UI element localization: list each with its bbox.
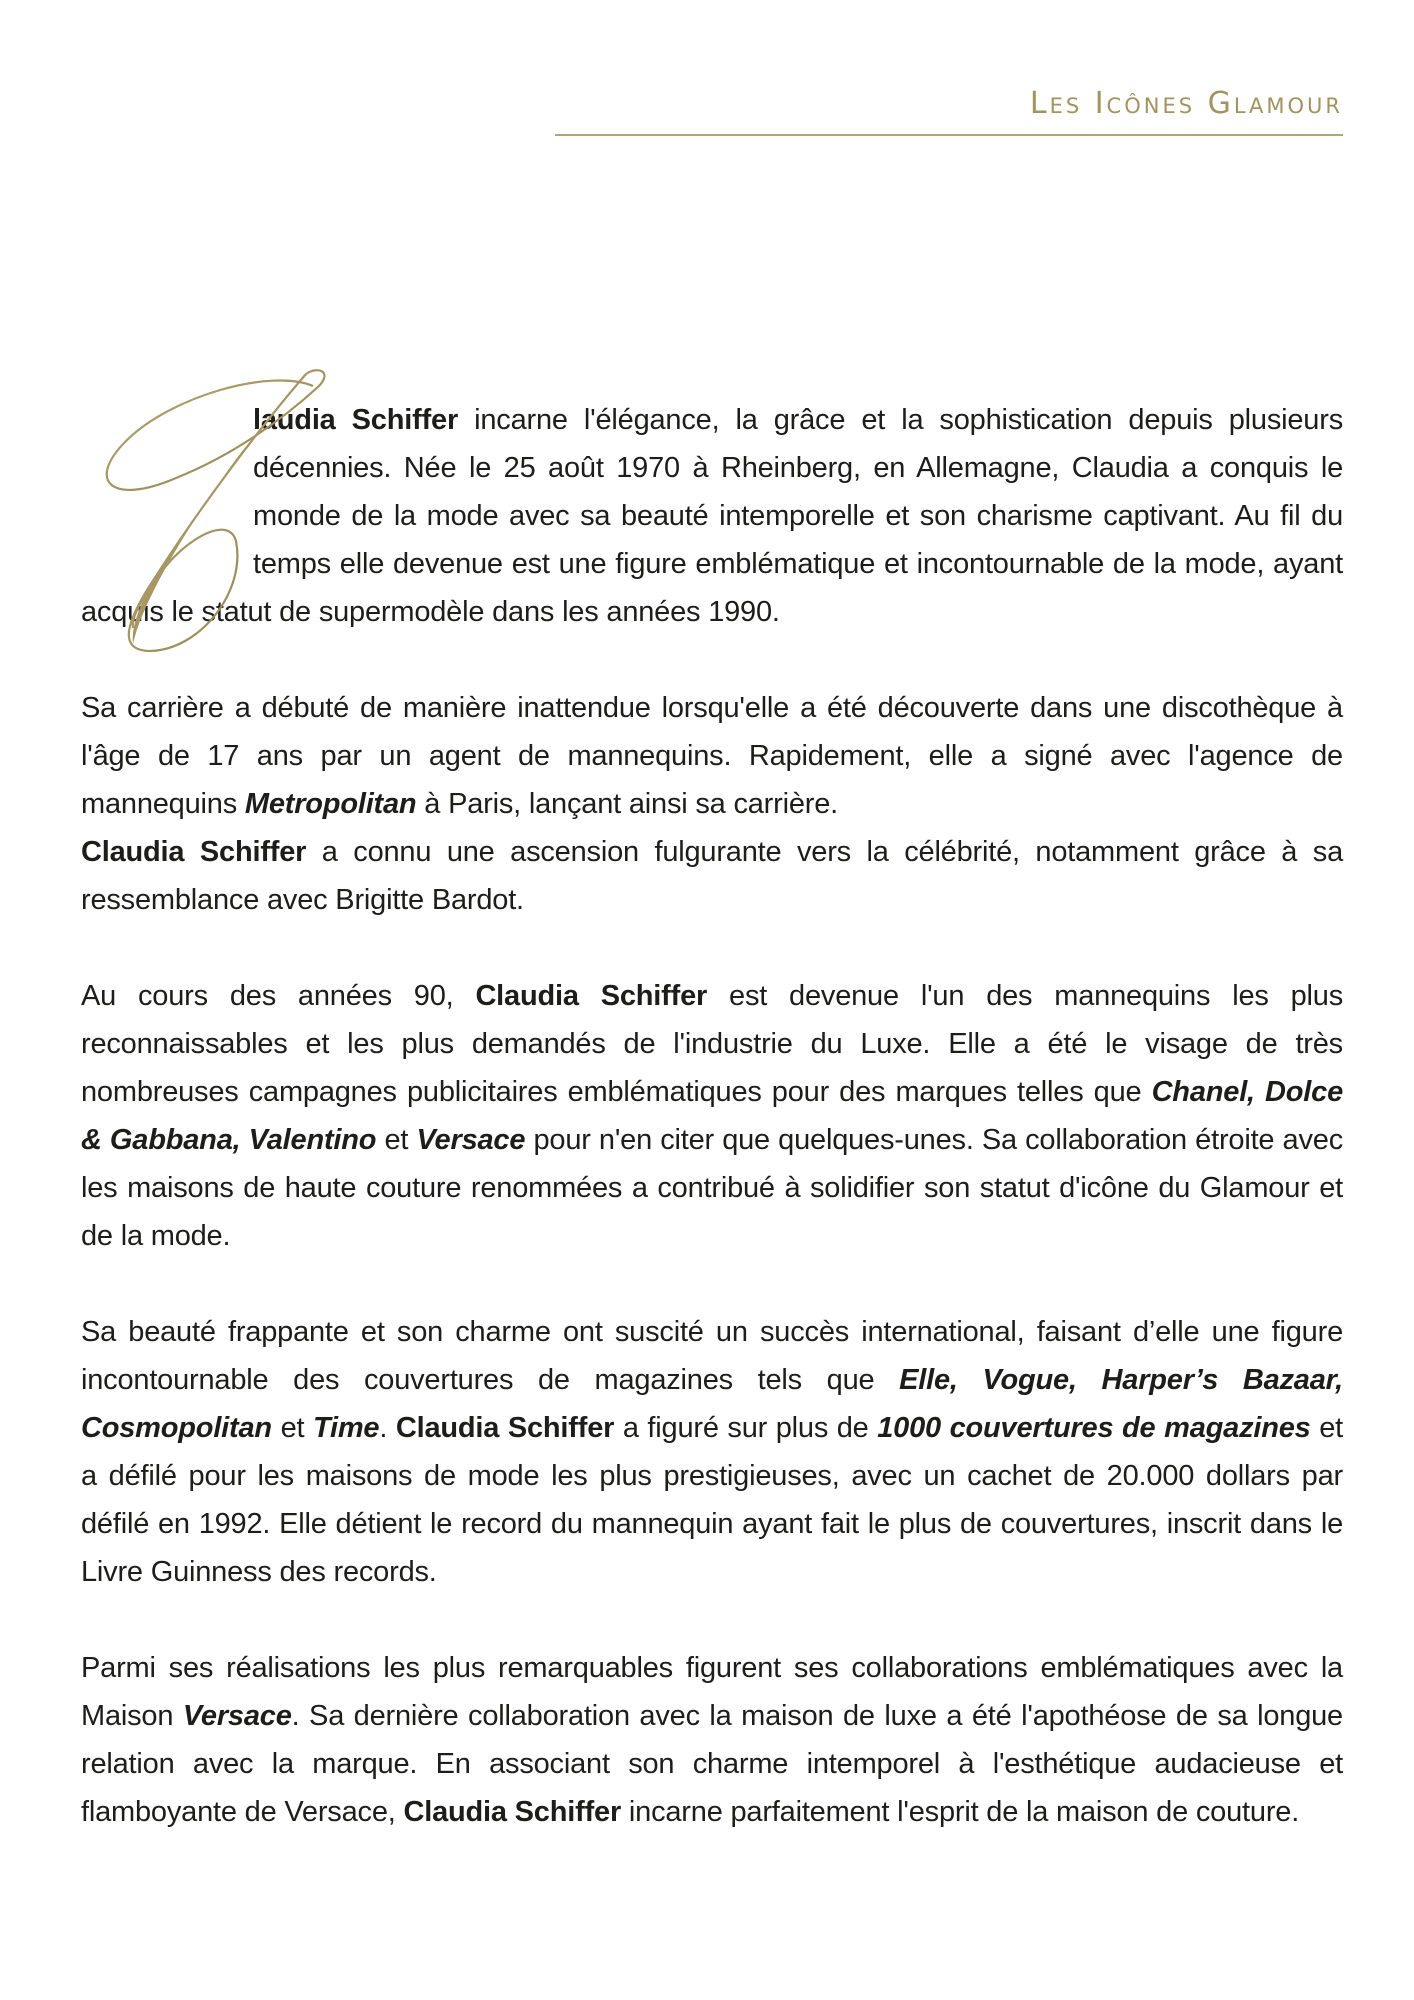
paragraph [81, 684, 1343, 924]
bold-italic-text: Metropolitan [244, 788, 417, 820]
body-text: a connu une ascension fulgurante vers la célébrité, notamment grâce à sa ressemblance avec Brigitte Bardot. [81, 836, 1343, 916]
body-text: et a défilé pour les maisons de mode les plus prestigieuses, avec un cachet de 20.000 dollars par défilé en 1992. Elle détient le record du mannequin ayant fait le plus de couvertures, inscrit dans le Livre Guinness des records. [81, 1412, 1344, 1588]
running-header: Les Icônes Glamour [1029, 86, 1343, 121]
body-text: et [376, 1124, 417, 1156]
drop-cap-c-glyph [81, 366, 331, 656]
drop-cap-c [81, 396, 253, 588]
body-text: Sa carrière a débuté de manière inattendue lorsqu'elle a été découverte dans une discothèque à l'âge de 17 ans par un agent de mannequins. Rapidement, elle a signé avec l'agence de mannequins [81, 692, 1343, 820]
bold-italic-text: Elle, Vogue, Harper’s Bazaar, Cosmopolitan [81, 1364, 1344, 1444]
body-text: pour n'en citer que quelques-unes. Sa collaboration étroite avec les maisons de haute couture renommées a contribué à solidifier son statut d'icône du Glamour et de la mode. [81, 1124, 1344, 1252]
bold-text: Claudia Schiffer [475, 980, 708, 1012]
body-text: . Sa dernière collaboration avec la maison de luxe a été l'apothéose de sa longue relation avec la marque. En associant son charme intemporel à l'esthétique audacieuse et flamboyante de Versace, [81, 1700, 1343, 1828]
bold-italic-text: Versace [182, 1700, 292, 1732]
bold-text: Claudia Schiffer [403, 1796, 622, 1828]
body-text: incarne parfaitement l'esprit de la maison de couture. [621, 1796, 1300, 1828]
bold-italic-text: Versace [416, 1124, 526, 1156]
paragraph [81, 1308, 1343, 1596]
paragraph [81, 972, 1343, 1260]
bold-italic-text: Time [313, 1412, 380, 1444]
article-body [81, 396, 1343, 1884]
body-text: Sa beauté frappante et son charme ont suscité un succès international, faisant d’elle une figure incontournable des couvertures de magazines tels que [81, 1316, 1343, 1396]
paragraph [81, 1644, 1343, 1836]
body-text: . [379, 1412, 396, 1444]
body-text: a figuré sur plus de [614, 1412, 878, 1444]
bold-text: laudia Schiffer [253, 404, 459, 436]
header-divider [555, 134, 1343, 136]
body-text: incarne l'élégance, la grâce et la sophistication depuis plusieurs décennies. Née le 25 août 1970 à Rheinberg, en Allemagne, Claudia a conquis le monde de la mode avec sa beauté intemporelle et son charisme captivant. Au fil du temps elle devenue est une figure emblématique et incontournable de la mode, ayant acquis le statut de supermodèle dans les années 1990. [81, 404, 1343, 628]
body-text: à Paris, lançant ainsi sa carrière. [416, 788, 838, 820]
bold-italic-text: 1000 couvertures de magazines [877, 1412, 1311, 1444]
body-text: Parmi ses réalisations les plus remarquables figurent ses collaborations emblématiques avec la Maison [81, 1652, 1343, 1732]
bold-text: Claudia Schiffer [81, 836, 307, 868]
body-text: Au cours des années 90, [81, 980, 476, 1012]
bold-text: Claudia Schiffer [395, 1412, 615, 1444]
bold-italic-text: Chanel, Dolce & Gabbana, Valentino [81, 1076, 1344, 1156]
body-text: et [271, 1412, 313, 1444]
paragraph [81, 396, 1343, 636]
body-text: est devenue l'un des mannequins les plus reconnaissables et les plus demandés de l'industrie du Luxe. Elle a été le visage de très nombreuses campagnes publicitaires emblématiques pour des marques telles que [81, 980, 1344, 1108]
